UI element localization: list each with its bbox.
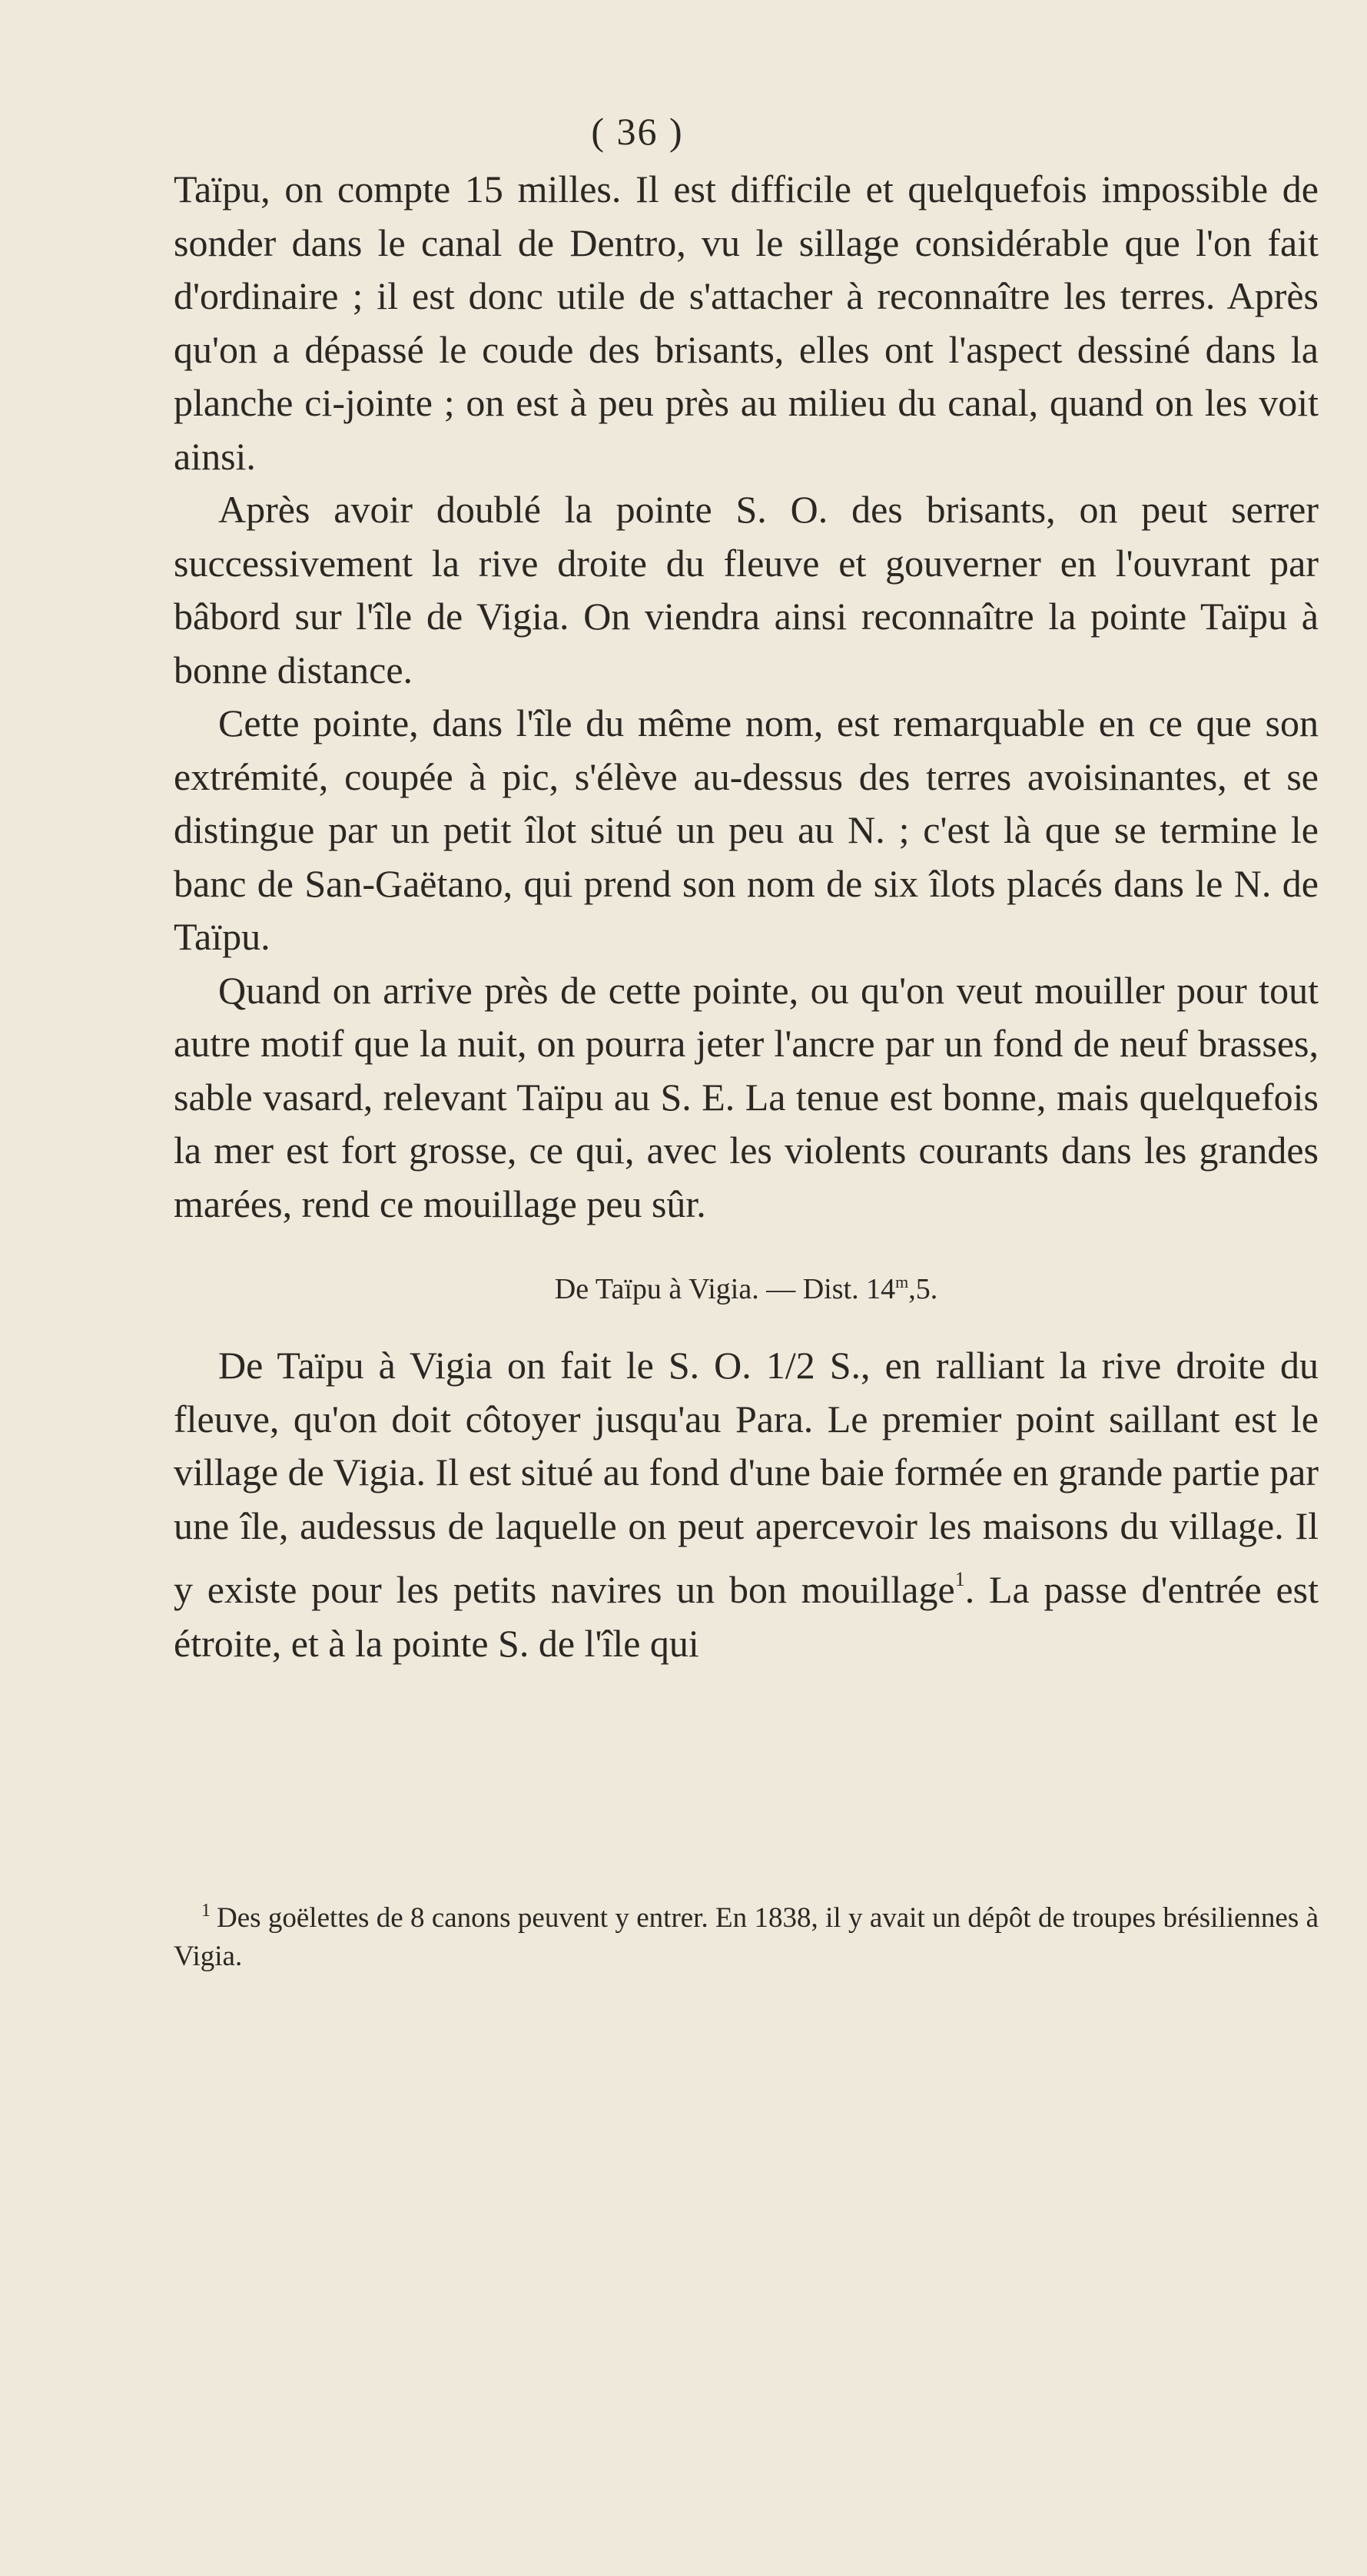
footnote-reference: 1 [954,1568,965,1590]
page-number: ( 36 ) [591,110,684,153]
footnote-mark: 1 [201,1901,211,1921]
paragraph-text-continued: . La passe d'entrée est étroite, et à la pointe S. de l'île qui [174,1568,1319,1665]
paragraph: Taïpu, on compte 15 milles. Il est difficile et quelquefois impossible de sonder dans le canal de Dentro, vu le sillage considérable que l'on fait d'ordinaire ; il est donc utile de s'attacher à reconnaître les terres. Après qu'on a dépassé le coude des brisants, elles ont l'aspect dessiné dans la planche ci-jointe ; on est à peu près au milieu du canal, quand on les voit ainsi. [174,167,1319,478]
main-text [174,163,1319,1670]
section-heading-text: De Taïpu à Vigia. — Dist. 14 [554,1273,896,1305]
section-heading-distance: ,5. [908,1273,938,1305]
footnote [174,1891,1319,1976]
paragraph: Après avoir doublé la pointe S. O. des brisants, on peut serrer successivement la rive droite du fleuve et gouverner en l'ouvrant par bâbord sur l'île de Vigia. On viendra ainsi reconnaître la pointe Taïpu à bonne distance. [174,488,1319,691]
paragraph: Quand on arrive près de cette pointe, ou qu'on veut mouiller pour tout autre motif que la nuit, on pourra jeter l'ancre par un fond de neuf brasses, sable vasard, relevant Taïpu au S. E. La tenue est bonne, mais quelquefois la mer est fort grosse, ce qui, avec les violents courants dans les grandes marées, rend ce mouillage peu sûr. [174,968,1319,1225]
paragraph-text: De Taïpu à Vigia on fait le S. O. 1/2 S., en ralliant la rive droite du fleuve, qu'on doit côtoyer jusqu'au Para. Le premier point saillant est le village de Vigia. Il est situé au fond d'une baie formée en grande partie par une île, audessus de laquelle on peut apercevoir les maisons du village. Il y existe pour les petits navires un bon mouillage [174,1344,1319,1611]
section-heading [174,1263,1319,1308]
section-heading-unit: m [895,1272,909,1291]
paragraph [174,1339,1319,1670]
footnote-text: Des goëlettes de 8 canons peuvent y entrer. En 1838, il y avait un dépôt de troupes brésiliennes à Vigia. [174,1902,1319,1972]
paragraph: Cette pointe, dans l'île du même nom, est remarquable en ce que son extrémité, coupée à pic, s'élève au-dessus des terres avoisinantes, et se distingue par un petit îlot situé un peu au N. ; c'est là que se termine le banc de San-Gaëtano, qui prend son nom de six îlots placés dans le N. de Taïpu. [174,701,1319,958]
